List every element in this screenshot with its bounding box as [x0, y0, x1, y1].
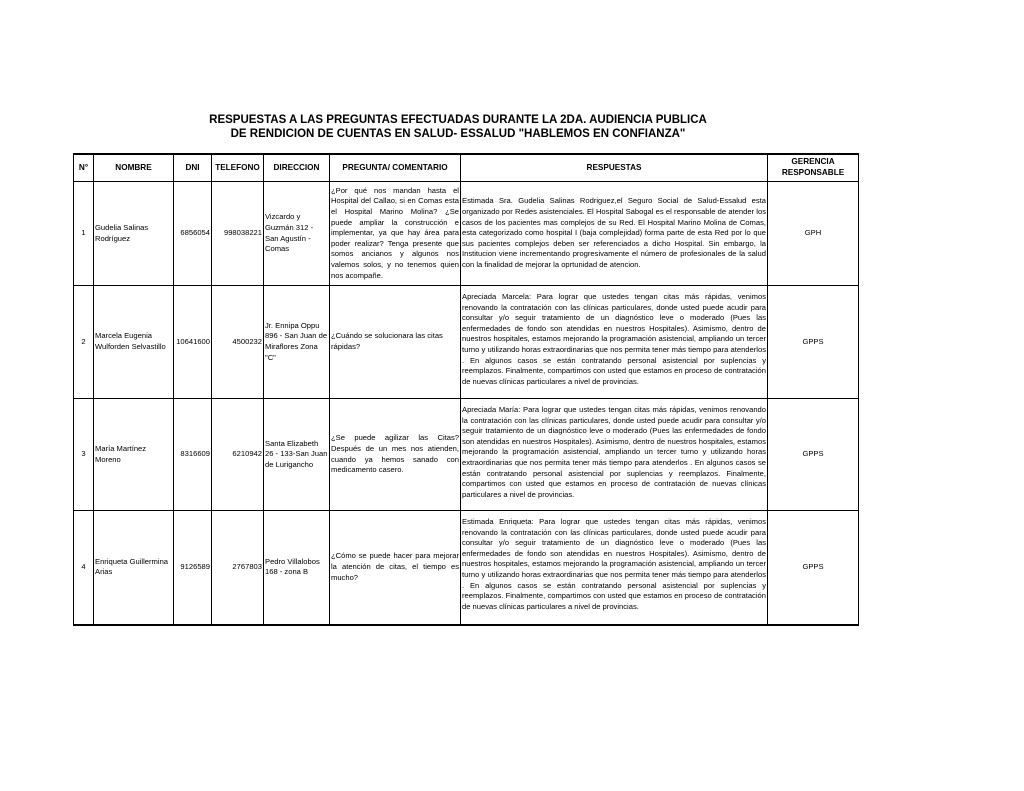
cell-num: 2 — [74, 286, 94, 399]
cell-direccion: Pedro Villalobos 168 - zona B — [264, 511, 330, 625]
document-title-line-2: DE RENDICION DE CUENTAS EN SALUD- ESSALUD "HABLEMOS EN CONFIANZA" — [230, 128, 686, 140]
cell-direccion: Jr. Ennipa Oppu 896 - San Juan de Miraflores Zona "C" — [264, 286, 330, 399]
header-respuestas: RESPUESTAS — [461, 154, 768, 182]
cell-pregunta: ¿Por qué nos mandan hasta el Hospital del Callao, si en Comas esta el Hospital Marino Molina? ¿Se puede ampliar la construcción e implementar, ya que hay área para poder realizar? Tenga presente que somos ancianos y algunos nos valemos solos, y no tenemos quien nos acompañe. — [330, 182, 461, 286]
cell-nombre: Gudelia Salinas Rodríguez — [94, 182, 174, 286]
cell-dni: 9126589 — [174, 511, 212, 625]
cell-nombre: Marcela Eugenia Wulforden Selvastillo — [94, 286, 174, 399]
header-nombre: NOMBRE — [94, 154, 174, 182]
header-pregunta: PREGUNTA/ COMENTARIO — [330, 154, 461, 182]
cell-nombre: María Martínez Moreno — [94, 399, 174, 511]
cell-num: 4 — [74, 511, 94, 625]
cell-num: 3 — [74, 399, 94, 511]
header-gerencia: GERENCIA RESPONSABLE — [768, 154, 859, 182]
cell-dni: 6856054 — [174, 182, 212, 286]
responses-table — [73, 153, 859, 626]
cell-gerencia: GPPS — [768, 399, 859, 511]
header-direccion: DIRECCION — [264, 154, 330, 182]
header-dni: DNI — [174, 154, 212, 182]
cell-num: 1 — [74, 182, 94, 286]
header-telefono: TELEFONO — [212, 154, 264, 182]
cell-dni: 8316609 — [174, 399, 212, 511]
cell-pregunta: ¿Cómo se puede hacer para mejorar la atención de citas, el tiempo es mucho? — [330, 511, 461, 625]
document-title-line-1: RESPUESTAS A LAS PREGUNTAS EFECTUADAS DURANTE LA 2DA. AUDIENCIA PUBLICA — [209, 114, 707, 126]
cell-gerencia: GPPS — [768, 286, 859, 399]
cell-direccion: Santa Elizabeth 26 - 133-San Juan de Lurigancho — [264, 399, 330, 511]
table-row — [74, 511, 859, 625]
table-row — [74, 399, 859, 511]
cell-pregunta: ¿Se puede agilizar las Citas? Después de un mes nos atienden, cuando ya hemos sanado con medicamento casero. — [330, 399, 461, 511]
table-header-row — [74, 154, 859, 182]
cell-gerencia: GPH — [768, 182, 859, 286]
cell-respuesta: Estimada Sra. Gudelia Salinas Rodriguez,el Seguro Social de Salud-Essalud esta organizado por Redes asistenciales. El Hospital Sabogal es el responsable de atender los casos de los pacientes mas complejos de su Red. El Hospital Marino Molina de Comas, esta categorizado como hospital I (baja complejidad) forma parte de esta Red por lo que sus pacientes complejos deben ser referenciados a dicho Hospital. Sin embargo, la Institucion viene incrementando progresivamente el número de profesionales de la salud con la finalidad de mejorar la oprtunidad de atencion. — [461, 182, 768, 286]
cell-nombre: Enriqueta Guillermina Arias — [94, 511, 174, 625]
cell-respuesta: Apreciada María: Para lograr que ustedes tengan citas más rápidas, venimos renovando la contratación con las clínicas particulares, donde usted puede acudir para consultar y/o seguir tratamiento de un diagnóstico leve o moderado (Pues las enfermedades de fondo son atendidas en nuestros Hospitales). Asimismo, dentro de nuestros hospitales, estamos mejorando la programación asistencial, ampliando un tercer turno y utilizando horas extraordinarias que nos permita tener más tiempo para atenderlos . En algunos casos se están contratando personal asistencial por suplencias y reemplazos. Finalmente, compartimos con usted que estamos en proceso de contratación de nuevas clínicas particulares a nivel de provincias. — [461, 399, 768, 511]
cell-direccion: Vizcardo y Guzmán 312 - San Agustín - Comas — [264, 182, 330, 286]
cell-telefono: 2767803 — [212, 511, 264, 625]
cell-telefono: 4500232 — [212, 286, 264, 399]
cell-telefono: 998038221 — [212, 182, 264, 286]
cell-telefono: 6210942 — [212, 399, 264, 511]
header-num: N° — [74, 154, 94, 182]
table-row — [74, 182, 859, 286]
cell-respuesta: Apreciada Marcela: Para lograr que ustedes tengan citas más rápidas, venimos renovando la contratación con las clínicas particulares, donde usted puede acudir para consultar y/o seguir tratamiento de un diagnóstico leve o moderado (Pues las enfermedades de fondo son atendidas en nuestros Hospitales). Asimismo, dentro de nuestros hospitales, estamos mejorando la programación asistencial, ampliando un tercer turno y utilizando horas extraordinarias que nos permita tener más tiempo para atenderlos . En algunos casos se están contratando personal asistencial por suplencias y reemplazos. Finalmente, compartimos con usted que estamos en proceso de contratación de nuevas clínicas particulares a nivel de provincias. — [461, 286, 768, 399]
cell-dni: 10641600 — [174, 286, 212, 399]
cell-respuesta: Estimada Enriqueta: Para lograr que ustedes tengan citas más rápidas, venimos renovando la contratación con las clínicas particulares, donde usted puede acudir para consultar y/o seguir tratamiento de un diagnóstico leve o moderado (Pues las enfermedades de fondo son atendidas en nuestros Hospitales). Asimismo, dentro de nuestros hospitales, estamos mejorando la programación asistencial, ampliando un tercer turno y utilizando horas extraordinarias que nos permita tener más tiempo para atenderlos . En algunos casos se están contratando personal asistencial por suplencias y reemplazos. Finalmente, compartimos con usted que estamos en proceso de contratación de nuevas clínicas particulares a nivel de provincias. — [461, 511, 768, 625]
table-row — [74, 286, 859, 399]
cell-pregunta: ¿Cuándo se solucionara las citas rápidas? — [330, 286, 461, 399]
cell-gerencia: GPPS — [768, 511, 859, 625]
